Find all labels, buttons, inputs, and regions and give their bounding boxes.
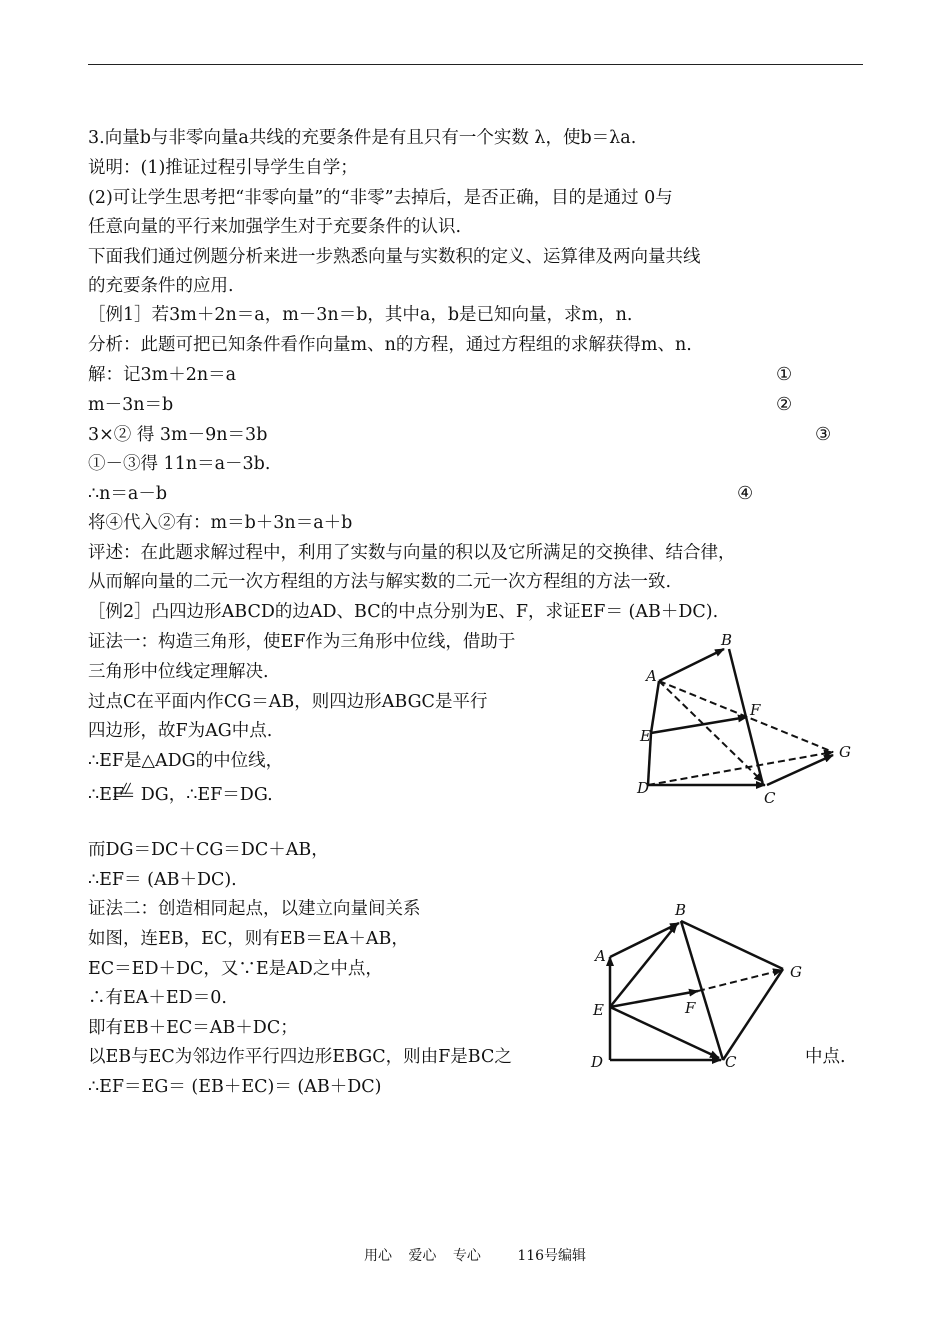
text-line: 3.向量b与非零向量a共线的充要条件是有且只有一个实数 λ，使b＝λa. bbox=[88, 128, 637, 148]
text-line: 从而解向量的二元一次方程组的方法与解实数的二元一次方程组的方法一致. bbox=[88, 572, 672, 592]
figure-1-quadrilateral bbox=[630, 625, 860, 810]
label-a: A bbox=[595, 947, 606, 965]
text-line: 即有EB＋EC＝AB＋DC； bbox=[88, 1018, 298, 1038]
vector-ab bbox=[610, 923, 679, 957]
text-line: EC＝ED＋DC，又∵E是AD之中点， bbox=[88, 959, 383, 979]
page-footer bbox=[0, 1245, 950, 1265]
label-b: B bbox=[675, 901, 687, 919]
segment-bg bbox=[681, 921, 783, 969]
equation-line: ①－③得 11n＝a－3b. bbox=[88, 454, 271, 474]
text-line: 证法一：构造三角形，使EF作为三角形中位线，借助于 bbox=[88, 632, 516, 652]
label-b: B bbox=[721, 631, 733, 649]
text-line: ∴EF＝EG＝ (EB＋EC)＝ (AB＋DC) bbox=[88, 1077, 382, 1097]
footer-text: 专心 bbox=[452, 1248, 481, 1264]
label-d: D bbox=[637, 779, 650, 797]
label-g: G bbox=[839, 743, 851, 761]
text-line: 说明：(1)推证过程引导学生自学； bbox=[88, 158, 358, 178]
text-line: 如图，连EB，EC，则有EB＝EA＋AB， bbox=[88, 929, 409, 949]
text-line-tail: 中点. bbox=[805, 1047, 846, 1067]
equation-line: m－3n＝b bbox=[88, 395, 174, 415]
label-c: C bbox=[764, 789, 776, 807]
example-1-heading: ［例1］若3m＋2n＝a，m－3n＝b，其中a，b是已知向量，求m，n. bbox=[88, 305, 633, 325]
vector-ec bbox=[610, 1007, 719, 1058]
label-d: D bbox=[591, 1053, 604, 1071]
equation-line: 解：记3m＋2n＝a bbox=[88, 365, 237, 385]
label-e: E bbox=[593, 1001, 604, 1019]
label-c: C bbox=[725, 1053, 737, 1071]
label-g: G bbox=[790, 963, 802, 981]
text-line: 任意向量的平行来加强学生对于充要条件的认识. bbox=[88, 217, 462, 237]
vector-ac bbox=[659, 681, 763, 782]
parallel-equal-icon bbox=[110, 782, 137, 798]
text-line: ∴有EA＋ED＝0. bbox=[88, 988, 227, 1008]
vector-eb bbox=[610, 924, 677, 1007]
vector-cg bbox=[767, 755, 833, 785]
text-line: 而DG＝DC＋CG＝DC＋AB， bbox=[88, 840, 329, 860]
example-2-heading: ［例2］凸四边形ABCD的边AD、BC的中点分别为E、F，求证EF＝ (AB＋DC). bbox=[88, 602, 719, 622]
label-e: E bbox=[640, 727, 651, 745]
equation-number: ① bbox=[776, 364, 793, 385]
text-line: 分析：此题可把已知条件看作向量m、n的方程，通过方程组的求解获得m、n. bbox=[88, 335, 692, 355]
equation-number: ④ bbox=[737, 483, 754, 504]
footer-text: 用心 bbox=[363, 1248, 392, 1264]
text-line: 下面我们通过例题分析来进一步熟悉向量与实数积的定义、运算律及两向量共线 bbox=[88, 247, 701, 267]
equation-line: ∴n＝a－b bbox=[88, 484, 168, 504]
text-line: 以EB与EC为邻边作平行四边形EBGC，则由F是BC之 bbox=[88, 1047, 512, 1067]
header-rule bbox=[88, 64, 863, 65]
text-line: (2)可让学生思考把“非零向量”的“非零”去掉后，是否正确，目的是通过 0与 bbox=[88, 188, 673, 208]
equation-number: ③ bbox=[815, 424, 832, 445]
text-line: 三角形中位线定理解决. bbox=[88, 662, 269, 682]
segment-ae bbox=[651, 681, 659, 733]
figure-2-quadrilateral bbox=[585, 895, 810, 1080]
label-f: F bbox=[750, 701, 761, 719]
footer-text: 116号编辑 bbox=[517, 1248, 587, 1264]
label-f: F bbox=[685, 999, 696, 1017]
text-line: 四边形，故F为AG中点. bbox=[88, 721, 273, 741]
text-line: ∴EF DG，∴EF＝DG. bbox=[88, 785, 273, 805]
equation-line: 将④代入②有：m＝b＋3n＝a＋b bbox=[88, 513, 353, 533]
equation-line: 3×② 得 3m－9n＝3b bbox=[88, 425, 268, 445]
text-line: 评述：在此题求解过程中，利用了实数与向量的积以及它所满足的交换律、结合律， bbox=[88, 543, 736, 563]
footer-text: 爱心 bbox=[408, 1248, 437, 1264]
text-line: 的充要条件的应用. bbox=[88, 276, 234, 296]
text-line: 证法二：创造相同起点，以建立向量间关系 bbox=[88, 899, 421, 919]
label-a: A bbox=[646, 667, 657, 685]
text-line: ∴EF＝ (AB＋DC). bbox=[88, 870, 237, 890]
equation-number: ② bbox=[776, 394, 793, 415]
text-line: 过点C在平面内作CG＝AB，则四边形ABGC是平行 bbox=[88, 692, 488, 712]
text-line: ∴EF是△ADG的中位线， bbox=[88, 751, 284, 771]
vector-ab bbox=[659, 649, 724, 681]
